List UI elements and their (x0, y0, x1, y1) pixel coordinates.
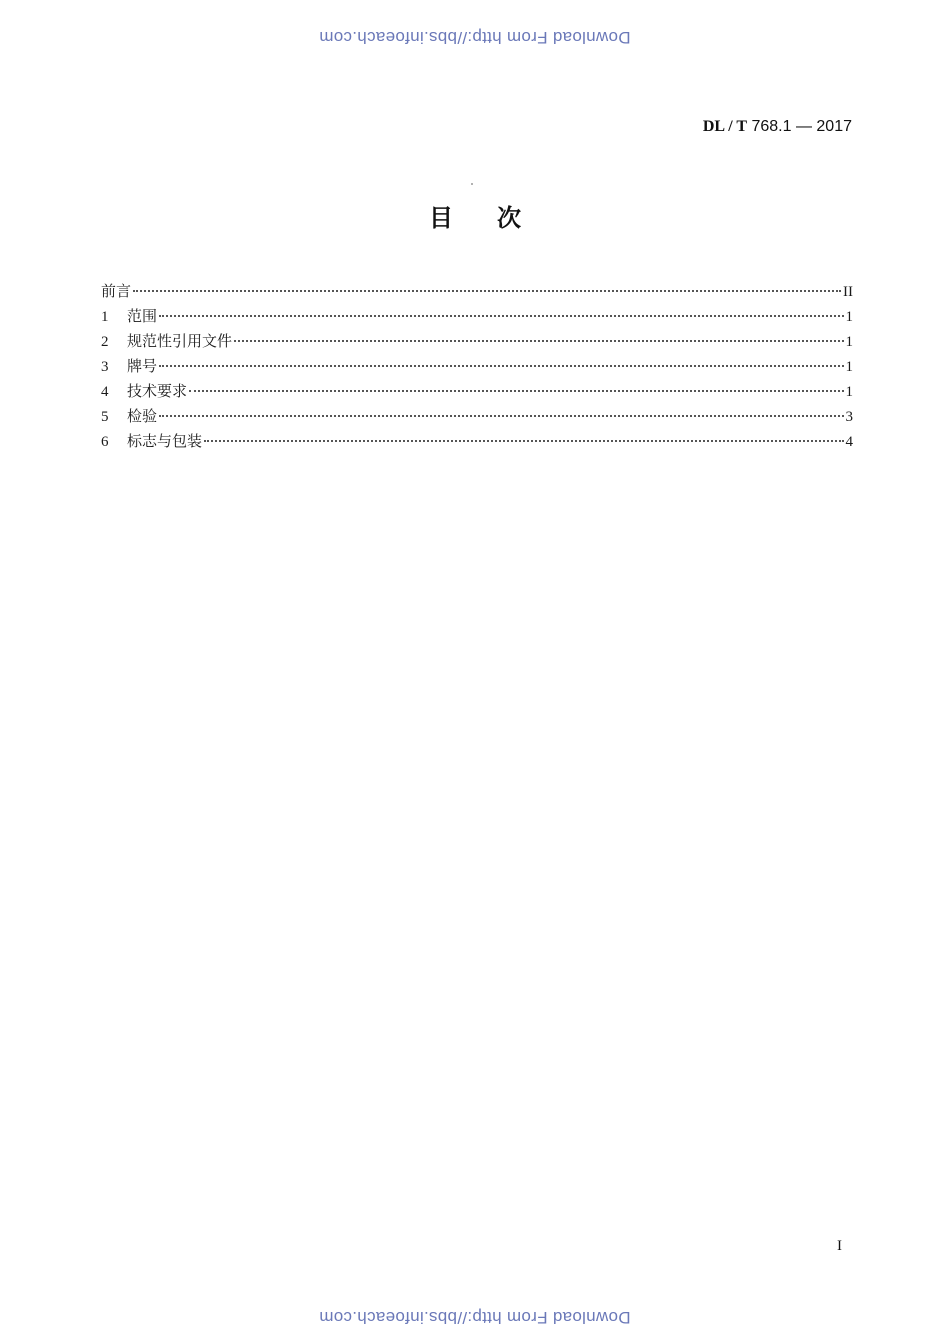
watermark-bottom: Download From http://bbs.infoeach.com (319, 1308, 631, 1327)
standard-code (703, 118, 852, 136)
table-of-contents (101, 280, 853, 455)
toc-leader-dots (159, 315, 843, 317)
toc-entry-label: 范围 (127, 307, 158, 325)
toc-leader-dots (133, 290, 841, 292)
toc-entry-number: 1 (101, 309, 109, 325)
toc-entry-marking-packaging[interactable] (101, 430, 853, 455)
toc-entry-label: 规范性引用文件 (127, 332, 233, 350)
toc-entry-normative-references[interactable] (101, 330, 853, 355)
toc-leader-dots (189, 390, 843, 392)
page-title: 目次 (429, 204, 565, 232)
toc-leader-dots (159, 365, 843, 367)
toc-leader-dots (204, 440, 843, 442)
toc-leader-dots (234, 340, 843, 342)
page-number: I (837, 1238, 842, 1254)
toc-entry-label: 牌号 (127, 357, 158, 375)
toc-entry-page: 4 (845, 434, 853, 450)
toc-entry-label: 检验 (127, 407, 158, 425)
toc-entry-scope[interactable] (101, 305, 853, 330)
standard-code-prefix: DL / T (702, 118, 748, 135)
toc-leader-dots (159, 415, 843, 417)
toc-entry-number: 3 (101, 359, 109, 375)
toc-entry-page: II (843, 284, 853, 300)
toc-entry-number: 2 (101, 334, 109, 350)
toc-entry-inspection[interactable] (101, 405, 853, 430)
toc-entry-number: 6 (101, 434, 109, 450)
scan-speck (471, 183, 473, 185)
toc-entry-foreword[interactable] (101, 280, 853, 305)
toc-entry-label: 前言 (101, 282, 132, 300)
standard-code-number: 768.1 — 2017 (747, 118, 852, 135)
toc-entry-page: 3 (845, 409, 853, 425)
toc-entry-number: 5 (101, 409, 109, 425)
toc-entry-grades[interactable] (101, 355, 853, 380)
toc-entry-page: 1 (845, 334, 853, 350)
toc-entry-label: 标志与包装 (127, 432, 203, 450)
toc-entry-page: 1 (845, 359, 853, 375)
toc-entry-page: 1 (845, 384, 853, 400)
toc-entry-number: 4 (101, 384, 109, 400)
toc-entry-page: 1 (845, 309, 853, 325)
toc-entry-label: 技术要求 (127, 382, 188, 400)
watermark-top: Download From http://bbs.infoeach.com (319, 28, 631, 47)
toc-entry-technical-requirements[interactable] (101, 380, 853, 405)
